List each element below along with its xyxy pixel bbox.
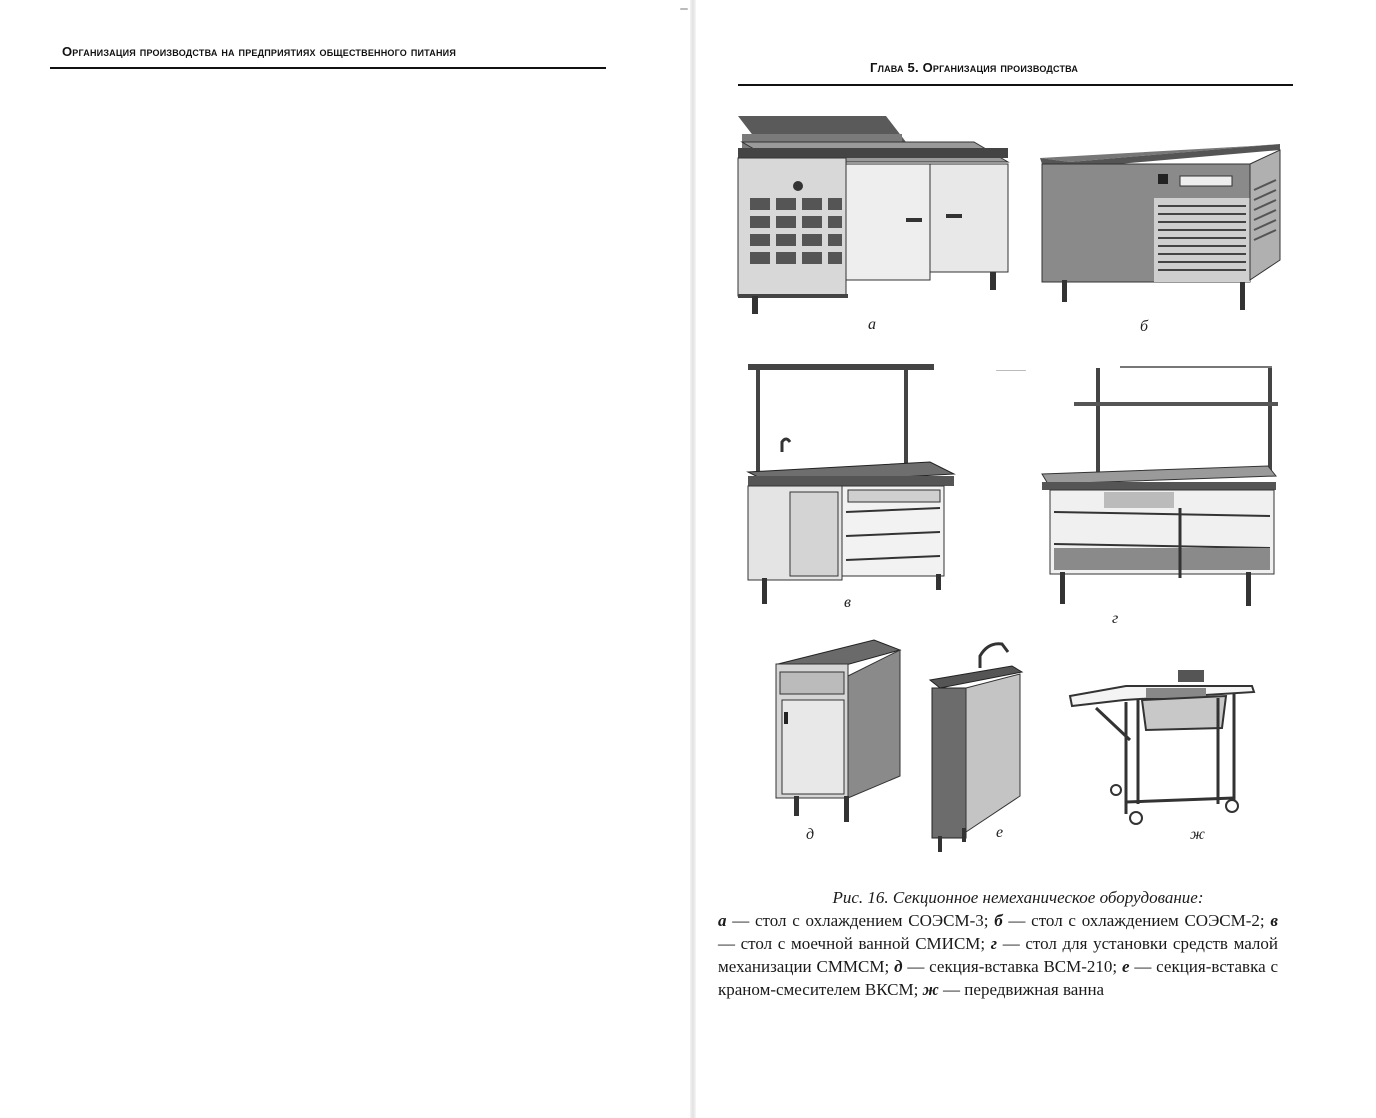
table-with-sink-icon	[744, 362, 956, 606]
right-header-rule	[738, 84, 1293, 86]
figure-label-v: в	[844, 594, 851, 611]
scan-speck	[680, 8, 688, 10]
caption-letter-v: в	[1270, 911, 1278, 930]
caption-letter-e: е	[1121, 957, 1130, 976]
shelf-table-icon	[1040, 362, 1280, 608]
caption-text-g: — стол для установки средств малой механизации СММСМ;	[718, 934, 1278, 976]
figure-label-g: г	[1112, 610, 1119, 627]
figure-caption	[718, 886, 1278, 1001]
figure-label-d: д	[806, 826, 815, 843]
caption-text-v: — стол с моечной ванной СМИСМ;	[718, 934, 991, 953]
caption-text-d: — секция-вставка ВСМ-210;	[902, 957, 1122, 976]
caption-letter-a: а	[718, 911, 727, 930]
mobile-sink-cart-icon	[1066, 664, 1258, 830]
caption-letter-d: д	[894, 957, 903, 976]
caption-text-a: — стол с охлаждением СОЭСМ-3;	[726, 911, 995, 930]
caption-text-b: — стол с охлаждением СОЭСМ-2;	[1002, 911, 1271, 930]
caption-letter-b: б	[994, 911, 1003, 930]
caption-title: Рис. 16. Секционное немеханическое оборудование:	[832, 888, 1204, 907]
caption-letter-zh: ж	[922, 980, 939, 999]
caption-text-e: — секция-вставка с краном-смесителем ВКСМ;	[718, 957, 1278, 999]
refrigerated-table-icon	[736, 112, 1012, 316]
figure-label-e: е	[996, 824, 1004, 841]
figure-label-b: б	[1140, 318, 1149, 335]
scan-speck	[996, 370, 1026, 371]
refrigerated-cabinet-icon	[1036, 140, 1284, 312]
left-running-head: Организация производства на предприятиях общественного питания	[62, 44, 457, 59]
insert-section-faucet-icon	[928, 636, 1028, 854]
caption-text-zh: — передвижная ванна	[938, 980, 1105, 999]
left-header-rule	[50, 67, 606, 69]
caption-letter-g: г	[990, 934, 998, 953]
figure-label-a: а	[868, 316, 876, 333]
figure-label-zh: ж	[1190, 826, 1205, 843]
insert-section-icon	[772, 638, 908, 824]
right-running-head: Глава 5. Организация производства	[870, 60, 1079, 75]
caption-body	[718, 909, 1278, 1001]
